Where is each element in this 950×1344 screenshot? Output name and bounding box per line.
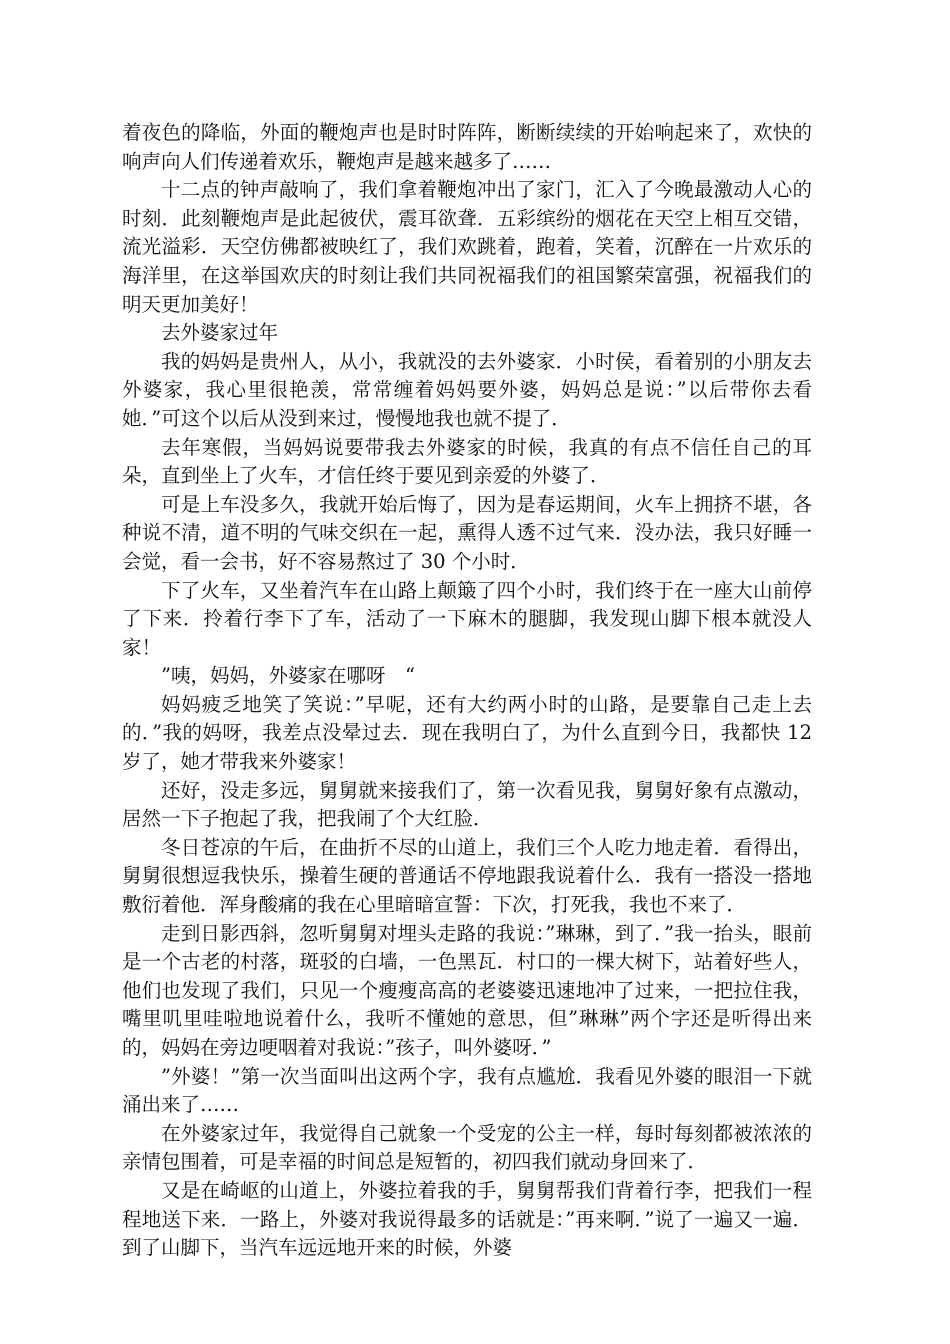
paragraph-2: 十二点的钟声敲响了，我们拿着鞭炮冲出了家门，汇入了今晚最激动人心的时刻．此刻鞭炮声是此起彼伏，震耳欲聋．五彩缤纷的烟花在天空上相互交错，流光溢彩．天空仿佛都被映红了，我们欢跳着，跑着，笑着，沉醉在一片欢乐的海洋里，在这举国欢庆的时刻让我们共同祝福我们的祖国繁荣富强，祝福我们的明天更加美好！ — [122, 178, 812, 316]
paragraph-6: 可是上车没多久，我就开始后悔了，因为是春运期间，火车上拥挤不堪，各种说不清，道不明的气味交织在一起，熏得人透不过气来．没办法，我只好睡一会觉，看一会书，好不容易熬过了 30 个小时． — [122, 492, 812, 573]
paragraph-11: 冬日苍凉的午后，在曲折不尽的山道上，我们三个人吃力地走着．看得出，舅舅很想逗我快乐，操着生硬的普通话不停地跟我说着什么．我有一搭没一搭地敷衍着他．浑身酸痛的我在心里暗暗宣誓：下次，打死我，我也不来了． — [122, 835, 812, 917]
paragraph-10: 还好，没走多远，舅舅就来接我们了，第一次看见我，舅舅好象有点激动，居然一下子抱起了我，把我闹了个大红脸． — [122, 778, 812, 831]
paragraph-15: 又是在崎岖的山道上，外婆拉着我的手，舅舅帮我们背着行李，把我们一程程地送下来．一路上，外婆对我说得最多的话就是：”再来啊．”说了一遍又一遍．到了山脚下，当汽车远远地开来的时候，外婆 — [122, 1178, 812, 1260]
section-title: 去外婆家过年 — [161, 321, 279, 345]
paragraph-14: 在外婆家过年，我觉得自己就象一个受宠的公主一样，每时每刻都被浓浓的亲情包围着，可是幸福的时间总是短暂的，初四我们就动身回来了． — [122, 1121, 812, 1174]
paragraph-4: 我的妈妈是贵州人，从小，我就没的去外婆家．小时侯，看着别的小朋友去外婆家，我心里很艳羡，常常缠着妈妈要外婆，妈妈总是说：”以后带你去看她．”可这个以后从没到来过，慢慢地我也就不提了． — [122, 349, 812, 430]
paragraph-5: 去年寒假，当妈妈说要带我去外婆家的时候，我真的有点不信任自己的耳朵，直到坐上了火车，才信任终于要见到亲爱的外婆了． — [122, 435, 812, 488]
paragraph-12: 走到日影西斜，忽听舅舅对埋头走路的我说：”琳琳，到了．”我一抬头，眼前是一个古老的村落，斑驳的白墙，一色黑瓦．村口的一棵大树下，站着好些人，他们也发现了我们，只见一个瘦瘦高高的老婆婆迅速地冲了过来，一把拉住我，嘴里叽里哇啦地说着什么，我听不懂她的意思，但”琳琳”两个字还是听得出来的，妈妈在旁边哽咽着对我说：”孩子，叫外婆呀．” — [122, 921, 812, 1059]
paragraph-13: ”外婆！”第一次当面叫出这两个字，我有点尴尬．我看见外婆的眼泪一下就涌出来了…… — [122, 1064, 812, 1117]
paragraph-9: 妈妈疲乏地笑了笑说：”早呢，还有大约两小时的山路，是要靠自己走上去的．”我的妈呀，我差点没晕过去．现在我明白了，为什么直到今日，我都快 12 岁了，她才带我来外婆家！ — [122, 692, 812, 774]
paragraph-8: ”咦，妈妈，外婆家在哪呀 “ — [161, 664, 415, 688]
paragraph-7: 下了火车，又坐着汽车在山路上颠簸了四个小时，我们终于在一座大山前停了下来．拎着行李下了车，活动了一下麻木的腿脚，我发现山脚下根本就没人家！ — [122, 578, 812, 659]
document-page — [122, 119, 812, 1263]
paragraph-1: 着夜色的降临，外面的鞭炮声也是时时阵阵，断断续续的开始响起来了，欢快的响声向人们传递着欢乐，鞭炮声是越来越多了…… — [122, 121, 812, 173]
